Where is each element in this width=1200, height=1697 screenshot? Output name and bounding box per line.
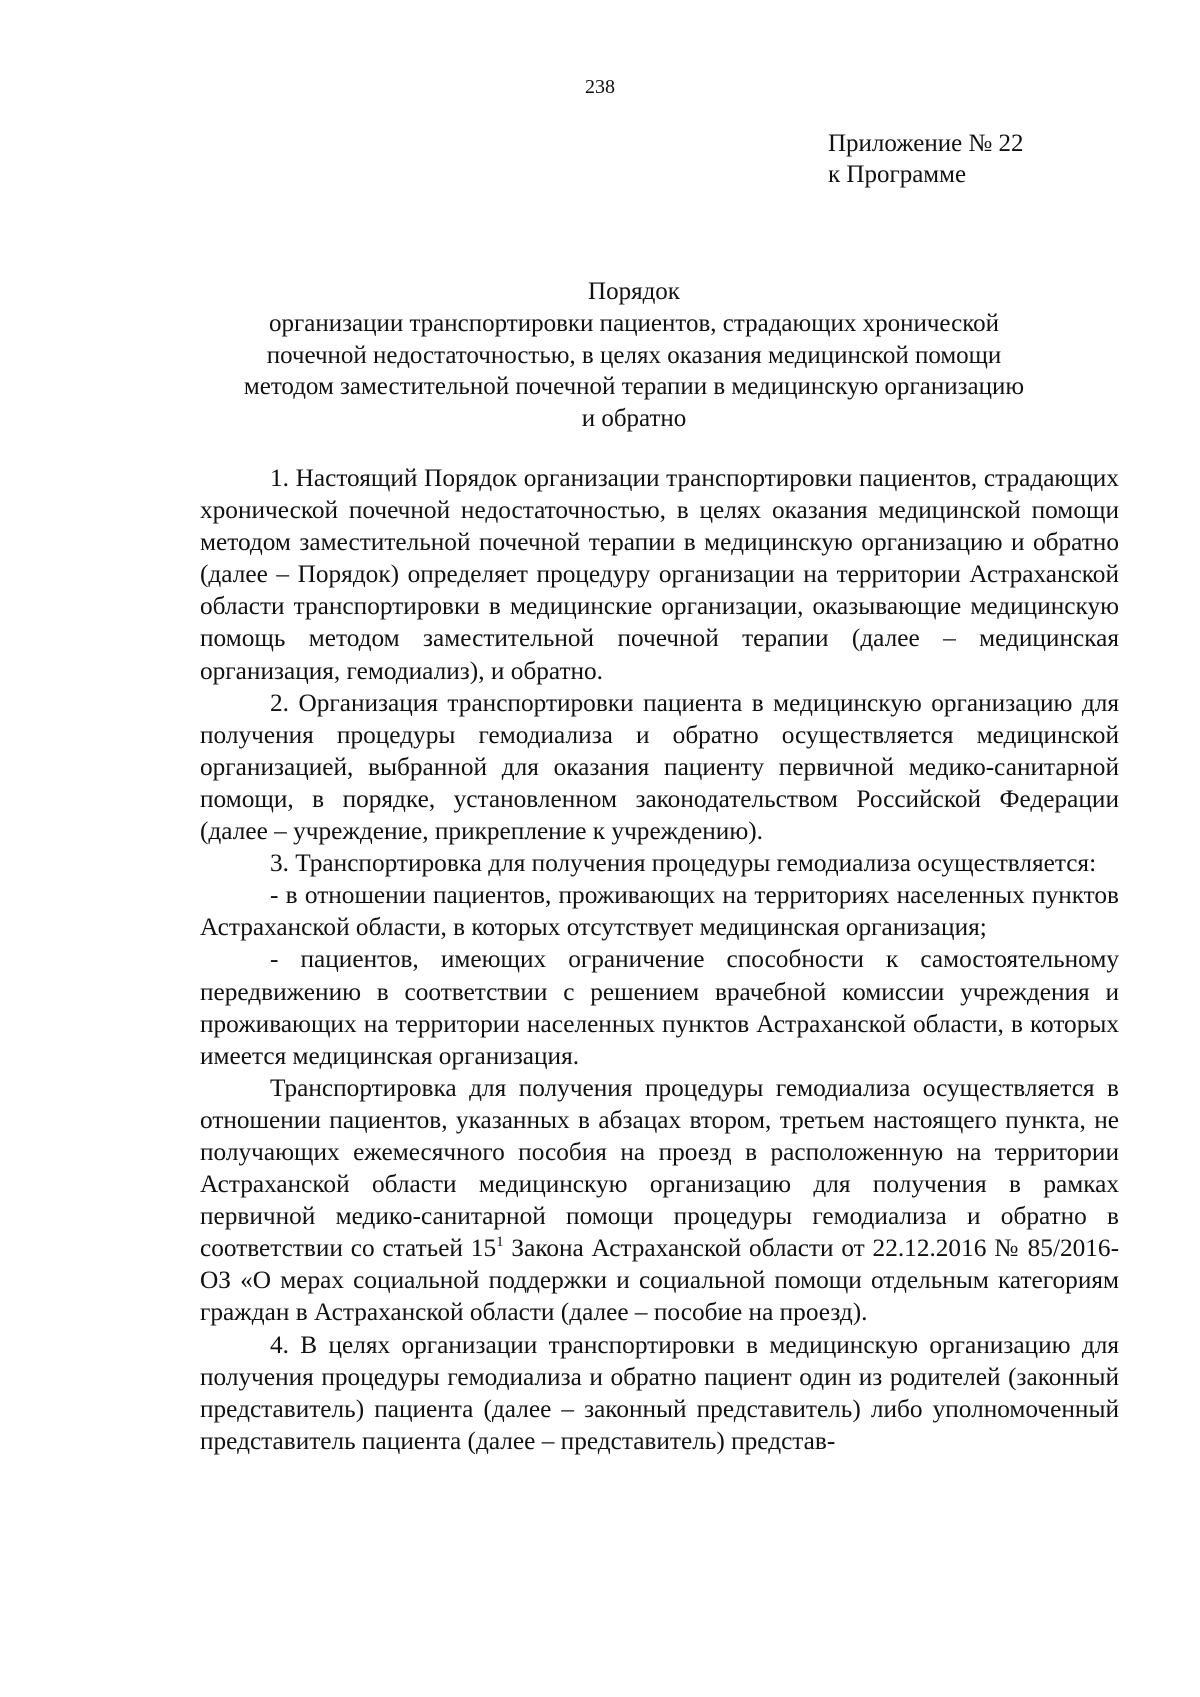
paragraph-6-text-start: Транспортировка для получения процедуры гемодиализа осуществляется в отношении пациентов, указанных в абзацах втором, третьем настоящего пункта, не получающих ежемесячного пособия на проезд в расположенную на территории Астраханской области медицинскую организацию для получения в рамках первичной медико-санитарной помощи процедуры гемодиализа и обратно в соответствии со статьей 15 (200, 1073, 1119, 1263)
page-number: 238 (585, 76, 615, 98)
document-title (200, 276, 1068, 435)
paragraph-7: 4. В целях организации транспортировки в медицинскую организацию для получения процедуры гемодиализа и обратно пациент один из родителей (законный представитель) пациента (далее – законный представитель) либо уполномоченный представитель пациента (далее – представитель) представ- (200, 1330, 1119, 1455)
title-line-4: методом заместительной почечной терапии в медицинскую организацию (243, 373, 1025, 401)
appendix-line-1: Приложение № 22 (828, 130, 1024, 157)
appendix-line-2: к Программе (828, 161, 967, 188)
paragraph-4-list-item: - в отношении пациентов, проживающих на территориях населенных пунктов Астраханской области, в которых отсутствует медицинская организация; (200, 881, 1119, 942)
paragraph-6-text-end: Закона Астраханской области от 22.12.2016 № 85/2016-ОЗ «О мерах социальной поддержки и социальной помощи отдельным категориям граждан в Астраханской области (далее – пособие на проезд). (200, 1234, 1119, 1327)
paragraph-3: 3. Транспортировка для получения процедуры гемодиализа осуществляется: (270, 849, 1097, 878)
title-line-3: почечной недостаточностью, в целях оказания медицинской помощи (266, 341, 1002, 369)
article-superscript: 1 (496, 1234, 504, 1251)
paragraph-2: 2. Организация транспортировки пациента в медицинскую организацию для получения процедуры гемодиализа и обратно осуществляется медицинской организацией, выбранной для оказания пациенту первичной медико-санитарной помощи, в порядке, установленном законодательством Российской Федерации (далее – учреждение, прикрепление к учреждению). (200, 688, 1119, 846)
title-line-2: организации транспортировки пациентов, страдающих хронической (268, 309, 999, 337)
paragraph-1: 1. Настоящий Порядок организации транспортировки пациентов, страдающих хронической почечной недостаточностью, в целях оказания медицинской помощи методом заместительной почечной терапии в медицинскую организацию и обратно (далее – Порядок) определяет процедуру организации на территории Астраханской области транспортировки в медицинские организации, оказывающие медицинскую помощь методом заместительной почечной терапии (далее – медицинская организация, гемодиализ), и обратно. (200, 464, 1119, 685)
document-body (200, 462, 1119, 1457)
paragraph-5-list-item: - пациентов, имеющих ограничение способности к самостоятельному передвижению в соответствии с решением врачебной комиссии учреждения и проживающих на территории населенных пунктов Астраханской области, в которых имеется медицинская организация. (200, 945, 1119, 1070)
title-line-5: и обратно (581, 405, 687, 433)
appendix-reference (828, 128, 1024, 190)
paragraph-6 (200, 1072, 1119, 1329)
title-line-1: Порядок (588, 278, 680, 305)
